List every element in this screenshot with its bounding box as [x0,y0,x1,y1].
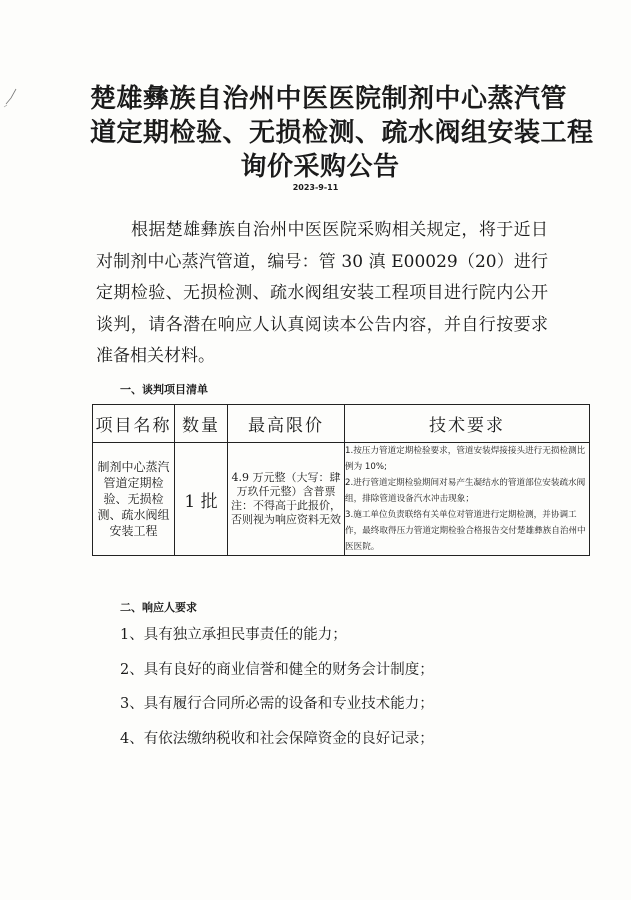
header-tech-requirements: 技术要求 [345,405,590,443]
respondent-requirements-list [120,624,434,763]
list-item: 3、具有履行合同所必需的设备和专业技术能力； [120,696,434,713]
cell-tech-requirements [345,443,590,556]
project-list-table [92,404,590,556]
document-title [90,82,594,184]
scan-mark [2,88,18,108]
header-max-price: 最高限价 [228,405,345,443]
intro-paragraph: 根据楚雄彝族自治州中医医院采购相关规定，将于近日对制剂中心蒸汽管道，编号：管 30 滇 E00029（20）进行定期检验、无损检测、疏水阀组安装工程项目进行院内公开谈判，请各潜在响应人认真阅读本公告内容，并自行按要求准备相关材料。 [96,220,548,366]
cell-max-price [228,443,345,556]
cell-project-name: 制剂中心蒸汽管道定期检验、无损检测、疏水阀组安装工程 [93,443,175,556]
price-amount: 4.9 万元整（大写：肆万玖仟元整）含普票 [231,471,341,498]
publish-date: 2023-9-11 [292,183,339,192]
title-line-2: 道定期检验、无损检测、疏水阀组安装工程 [90,118,594,148]
list-item: 4、有依法缴纳税收和社会保障资金的良好记录； [120,731,434,748]
header-quantity: 数量 [175,405,228,443]
section1-heading: 一、谈判项目清单 [120,383,208,396]
table-row [93,443,590,556]
header-project-name: 项目名称 [93,405,175,443]
title-line-3: 询价采购公告 [240,152,400,182]
list-item: 1、具有独立承担民事责任的能力； [120,627,347,643]
price-note: 注：不得高于此报价，否则视为响应资料无效 [231,499,341,526]
requirement-item: 1.按压力管道定期检验要求，管道安装焊接接头进行无损检测比例为 10%; [345,446,586,472]
requirement-item: 3.施工单位负责联络有关单位对管道进行定期检测，并协调工作，最终取得压力管道定期检验合格报告交付楚雄彝族自治州中医医院。 [345,510,586,552]
requirement-item: 2.进行管道定期检验期间对易产生凝结水的管道部位安装疏水阀组，排除管道设备汽水冲击现象； [345,478,586,504]
table-header-row [93,405,590,443]
cell-quantity: 1 批 [175,443,228,556]
title-line-1: 楚雄彝族自治州中医医院制剂中心蒸汽管 [90,84,568,114]
section2-heading: 二、响应人要求 [120,601,197,614]
list-item: 2、具有良好的商业信誉和健全的财务会计制度； [120,661,434,678]
